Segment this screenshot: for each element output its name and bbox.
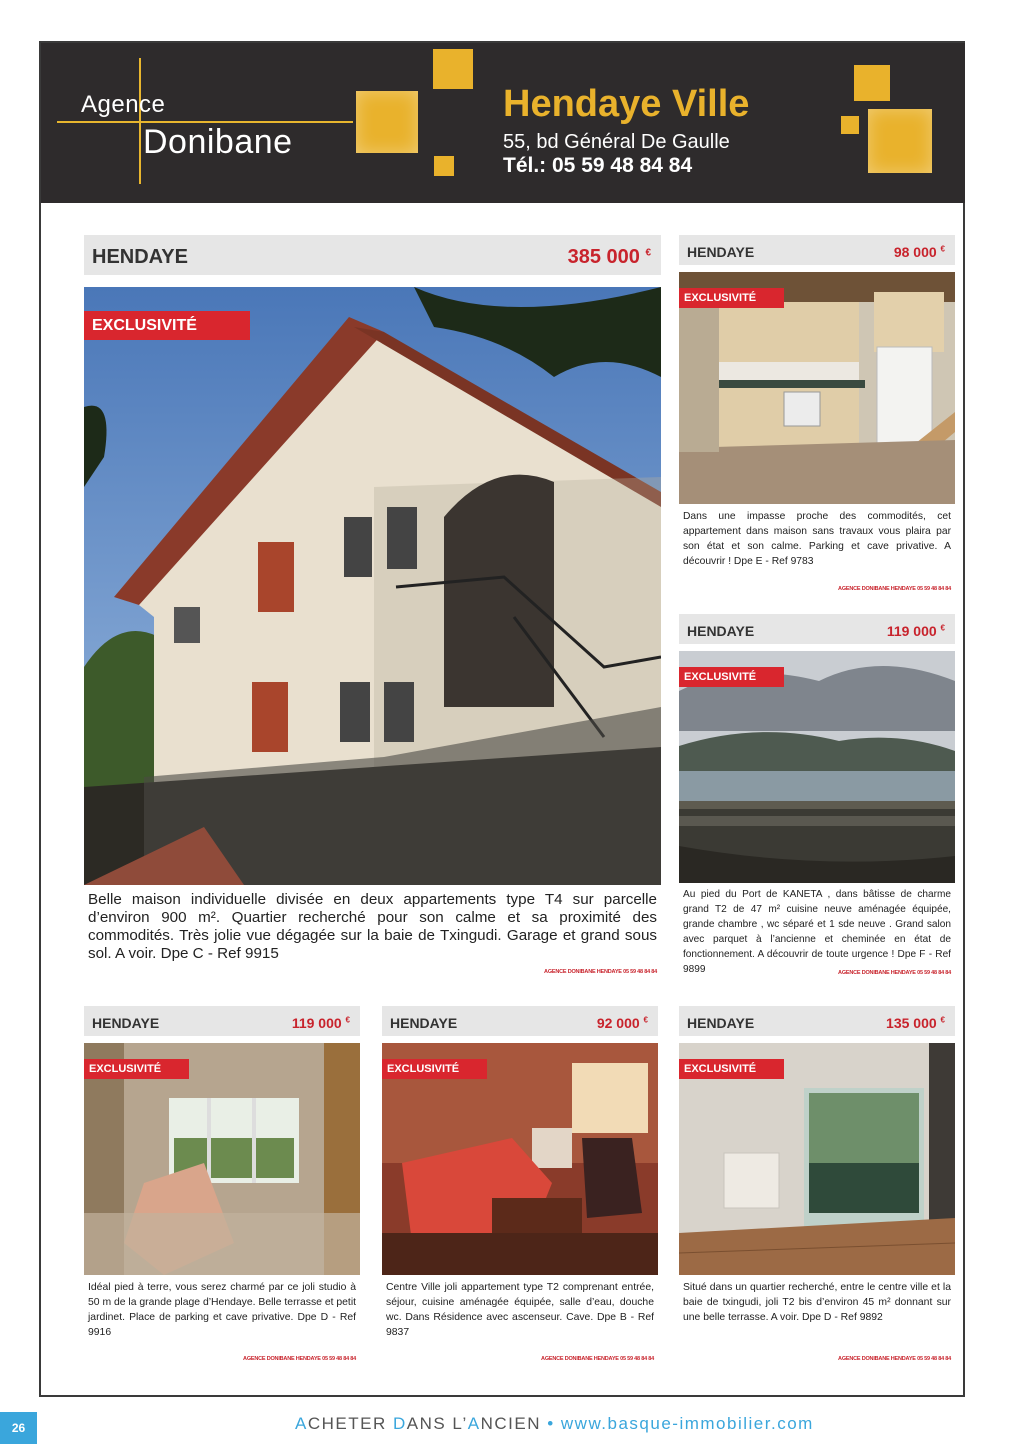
listing-card[interactable] — [382, 1006, 658, 1368]
listing-photo-living-room[interactable] — [382, 1043, 658, 1275]
tagline-initial-a2: A — [467, 1414, 481, 1433]
deco-square — [356, 91, 418, 153]
listing-card[interactable] — [679, 614, 955, 982]
listing-price: 119 000 € — [886, 623, 945, 639]
listing-photo-studio[interactable] — [84, 1043, 360, 1275]
deco-square — [433, 49, 473, 89]
deco-square — [434, 156, 454, 176]
tagline-part: NCIEN — [480, 1414, 541, 1433]
logo-line-vertical — [139, 58, 141, 184]
logo-agence-text: Agence — [81, 91, 166, 118]
footer-tagline — [295, 1414, 814, 1434]
listing-agency-footer: AGENCE DONIBANE HENDAYE 05 59 48 84 84 — [838, 1356, 951, 1362]
listing-city: HENDAYE — [687, 623, 755, 639]
listing-header-bar — [679, 235, 955, 265]
listing-agency-footer: AGENCE DONIBANE HENDAYE 05 59 48 84 84 — [541, 1356, 654, 1362]
listing-city: HENDAYE — [687, 1015, 755, 1031]
listing-agency-footer: AGENCE DONIBANE HENDAYE 05 59 48 84 84 — [544, 969, 657, 975]
listing-card[interactable] — [84, 1006, 360, 1368]
listing-price: 135 000 € — [886, 1015, 945, 1031]
tagline-part: CHETER — [307, 1414, 393, 1433]
listing-agency-footer: AGENCE DONIBANE HENDAYE 05 59 48 84 84 — [838, 586, 951, 592]
listing-card[interactable] — [679, 1006, 955, 1368]
house-photo-illustration — [84, 287, 661, 885]
agency-name: Hendaye Ville — [503, 83, 750, 125]
exclusivity-badge: EXCLUSIVITÉ — [382, 1059, 487, 1079]
listing-agency-footer: AGENCE DONIBANE HENDAYE 05 59 48 84 84 — [243, 1356, 356, 1362]
tagline-part: ANS L’ — [406, 1414, 468, 1433]
exclusivity-badge: EXCLUSIVITÉ — [679, 1059, 784, 1079]
listing-header-bar — [679, 614, 955, 644]
listing-header-bar — [84, 1006, 360, 1036]
listing-price: 98 000 € — [893, 244, 945, 260]
exclusivity-badge: EXCLUSIVITÉ — [84, 1059, 189, 1079]
listing-header-bar — [84, 235, 661, 275]
deco-square — [841, 116, 859, 134]
tagline-initial-d: D — [392, 1414, 407, 1433]
exclusivity-badge: EXCLUSIVITÉ — [679, 667, 784, 687]
listing-card[interactable] — [679, 235, 955, 597]
listing-agency-footer: AGENCE DONIBANE HENDAYE 05 59 48 84 84 — [838, 970, 951, 976]
listing-city: HENDAYE — [390, 1015, 458, 1031]
page-number: 26 — [0, 1412, 37, 1444]
listing-photo-port[interactable] — [679, 651, 955, 883]
exclusivity-badge: EXCLUSIVITÉ — [84, 311, 250, 340]
tagline-initial-a: A — [295, 1414, 308, 1433]
listing-description: Idéal pied à terre, vous serez charmé par ce joli studio à 50 m de la grande plage d’Hendaye. Belle terrasse et petit jardinet. Place de parking et cave privative. Dpe D - Ref 9916 — [88, 1282, 357, 1338]
listing-price: 92 000 € — [596, 1015, 648, 1031]
listing-city: HENDAYE — [92, 246, 188, 268]
listing-city: HENDAYE — [92, 1015, 160, 1031]
agency-phone: Tél.: 05 59 48 84 84 — [503, 154, 693, 177]
exclusivity-badge: EXCLUSIVITÉ — [679, 288, 784, 308]
listing-photo-house[interactable] — [84, 287, 661, 885]
listing-city: HENDAYE — [687, 244, 755, 260]
listing-description: Dans une impasse proche des commodités, cet appartement dans maison sans travaux vous plaira par son état et son calme. Parking et cave privative. A découvrir ! Dpe E - Ref 9783 — [683, 511, 951, 567]
listing-header-bar — [679, 1006, 955, 1036]
listing-price: 119 000 € — [291, 1015, 350, 1031]
listing-description: Situé dans un quartier recherché, entre le centre ville et la baie de txingudi, joli T2 bis d’environ 45 m² donnant sur une belle terrasse. A voir. Dpe D - Ref 9892 — [683, 1282, 951, 1323]
agency-address: 55, bd Général De Gaulle — [503, 131, 730, 153]
listing-description: Au pied du Port de KANETA , dans bâtisse de charme grand T2 de 47 m² cuisine neuve aménagée équipée, grande chambre , wc séparé et 1 sde neuve . Grand salon avec parquet à l’ancienne et cheminée en état de fonctionnement. A découvrir de toute urgence ! Dpe F - Ref 9899 — [683, 889, 951, 975]
deco-square — [868, 109, 932, 173]
listing-price: 385 000 € — [567, 246, 651, 268]
listing-description: Belle maison individuelle divisée en deux appartements type T4 sur parcelle d’environ 900 m². Quartier recherché pour son calme et sa proximité des commodités. Très jolie vue dégagée sur la baie de Txingudi. Garage et grand sous sol. A voir. Dpe C - Ref 9915 — [88, 891, 657, 962]
listing-card[interactable] — [84, 235, 661, 980]
listing-photo-terrace[interactable] — [679, 1043, 955, 1275]
agency-header — [41, 43, 965, 203]
deco-square — [854, 65, 890, 101]
listing-header-bar — [382, 1006, 658, 1036]
listing-description: Centre Ville joli appartement type T2 comprenant entrée, séjour, cuisine aménagée équipée, salle d’eau, douche wc. Dans Résidence avec ascenseur. Cave. Dpe B - Ref 9837 — [386, 1282, 654, 1338]
logo-donibane-text: Donibane — [143, 123, 293, 161]
footer-separator: • — [547, 1414, 555, 1433]
website-link[interactable]: www.basque-immobilier.com — [560, 1414, 814, 1433]
listing-photo-kitchen[interactable] — [679, 272, 955, 504]
